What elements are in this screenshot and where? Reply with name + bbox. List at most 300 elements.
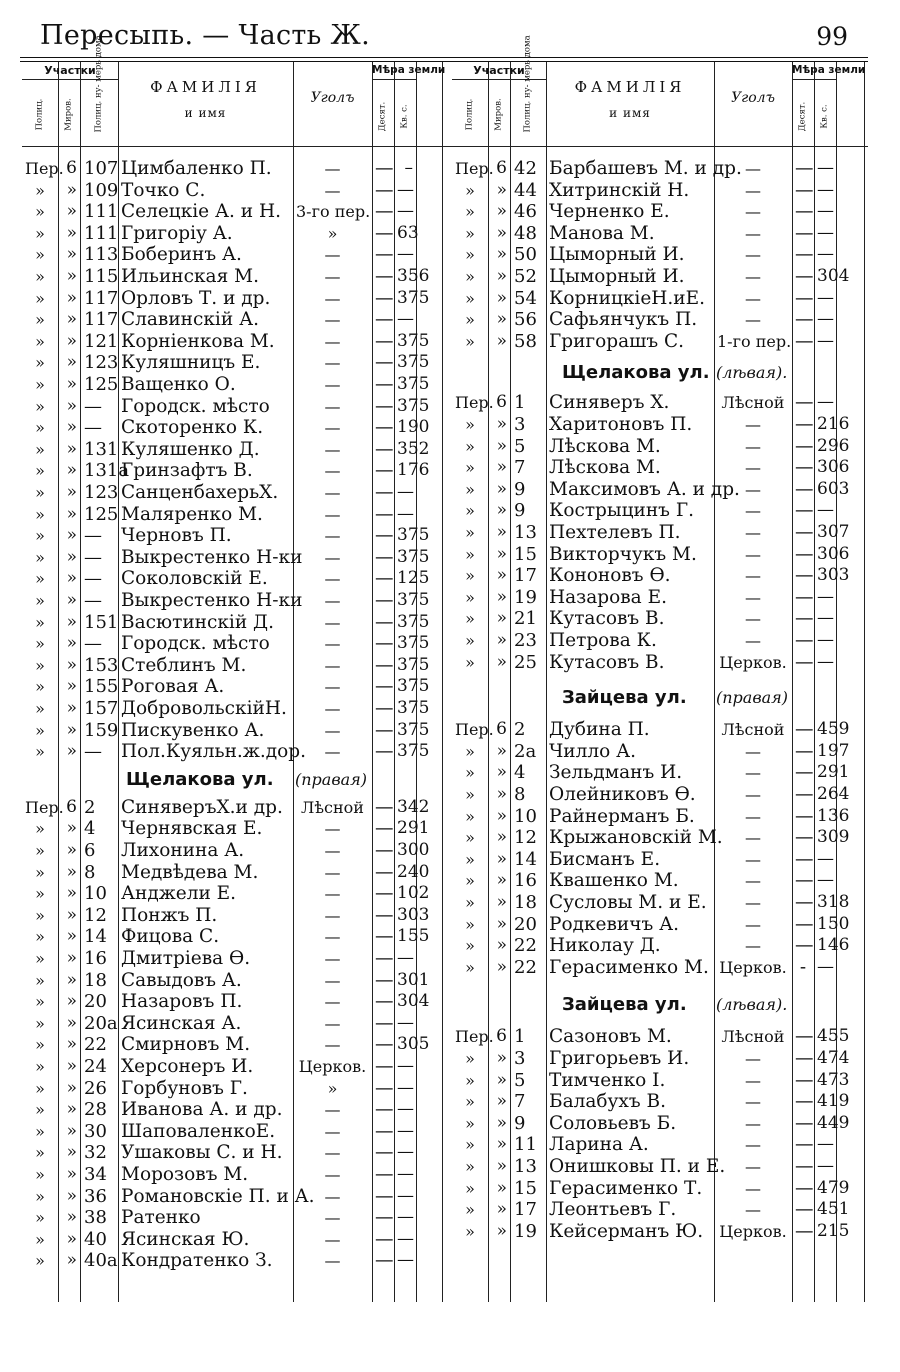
desyatina: — bbox=[795, 630, 814, 651]
surname-name: Лѣскова М. bbox=[549, 457, 661, 479]
corner: — bbox=[324, 245, 341, 265]
desyatina: — bbox=[795, 1091, 814, 1113]
magistrate-district: » bbox=[496, 500, 507, 521]
table-row bbox=[22, 1164, 452, 1186]
street-side: (правая) bbox=[716, 688, 789, 708]
desyatina: — bbox=[795, 1069, 814, 1091]
desyatina: — bbox=[375, 698, 394, 719]
corner: — bbox=[745, 806, 761, 826]
police-district: » bbox=[35, 655, 45, 675]
sq-sazhen: 296 bbox=[817, 435, 850, 456]
sq-sazhen: 215 bbox=[817, 1220, 850, 1241]
corner: » bbox=[327, 223, 338, 243]
sq-sazhen: 318 bbox=[817, 892, 850, 912]
corner: — bbox=[324, 612, 341, 632]
desyatina: — bbox=[795, 543, 814, 565]
table-row bbox=[452, 1048, 868, 1070]
police-district: » bbox=[35, 526, 45, 546]
magistrate-district: » bbox=[66, 818, 77, 839]
sq-sazhen: 240 bbox=[397, 861, 430, 882]
surname-name: Назаровъ П. bbox=[121, 991, 243, 1013]
surname-name: Барбашевъ М. и др. bbox=[549, 158, 742, 179]
magistrate-district: » bbox=[66, 1077, 77, 1098]
police-district: » bbox=[465, 310, 475, 330]
police-district: » bbox=[465, 566, 475, 586]
sq-sazhen: 603 bbox=[817, 478, 850, 499]
surname-name: Герасименко М. bbox=[549, 956, 709, 978]
house-number: 155 bbox=[84, 676, 119, 698]
magistrate-district: » bbox=[496, 1220, 507, 1241]
police-district: » bbox=[465, 1113, 475, 1133]
police-district: » bbox=[35, 267, 45, 286]
desyatina: — bbox=[375, 1099, 394, 1121]
corner: — bbox=[745, 1135, 761, 1155]
surname-name: Цыморный И. bbox=[549, 244, 685, 266]
corner: — bbox=[324, 483, 341, 502]
corner: — bbox=[324, 1121, 341, 1141]
house-number: 111 bbox=[84, 222, 119, 244]
magistrate-district: » bbox=[66, 438, 77, 459]
surname-name: Черненко Е. bbox=[549, 201, 670, 223]
table-row bbox=[452, 892, 868, 914]
corner: — bbox=[324, 353, 341, 373]
desyatina: — bbox=[795, 762, 814, 784]
sq-sazhen: 197 bbox=[817, 740, 850, 761]
magistrate-district: » bbox=[496, 201, 507, 222]
page-header bbox=[40, 20, 848, 54]
sq-sazhen: 375 bbox=[397, 676, 430, 697]
magistrate-district: » bbox=[66, 969, 77, 990]
magistrate-district: » bbox=[496, 1156, 507, 1176]
desyatina: — bbox=[375, 741, 394, 763]
sq-sazhen: — bbox=[817, 848, 834, 869]
table-row bbox=[22, 1013, 452, 1035]
sq-sazhen: 356 bbox=[397, 266, 430, 286]
sq-sazhen: 307 bbox=[817, 522, 850, 542]
police-district: » bbox=[35, 1121, 45, 1141]
police-district: » bbox=[465, 587, 475, 607]
police-district: » bbox=[35, 1251, 45, 1271]
table-row bbox=[452, 1113, 868, 1135]
street-heading bbox=[452, 358, 868, 388]
corner: Церков. bbox=[719, 652, 787, 672]
house-number: 10 bbox=[514, 805, 537, 827]
desyatina: — bbox=[795, 1048, 814, 1069]
desyatina: — bbox=[375, 374, 394, 395]
police-district: » bbox=[35, 331, 45, 351]
corner: — bbox=[324, 927, 341, 947]
header-mera-zemli: Мѣра земли bbox=[792, 64, 866, 76]
sq-sazhen: — bbox=[817, 870, 834, 891]
corner: — bbox=[745, 310, 761, 330]
police-district: » bbox=[35, 591, 45, 610]
surname-name: Кострыцинъ Г. bbox=[549, 500, 694, 522]
header-desyat: Десят. bbox=[797, 101, 808, 132]
street-name: Щелакова ул. bbox=[126, 768, 274, 790]
corner: — bbox=[324, 1143, 341, 1163]
sq-sazhen: — bbox=[397, 179, 414, 200]
corner: — bbox=[324, 267, 341, 286]
table-row bbox=[452, 414, 868, 436]
sq-sazhen: — bbox=[397, 309, 414, 330]
table-row bbox=[22, 547, 452, 569]
police-district: » bbox=[35, 483, 45, 502]
header-desyat: Десят. bbox=[377, 101, 388, 132]
sq-sazhen: — bbox=[817, 1156, 834, 1176]
corner: Лѣсной bbox=[721, 720, 785, 740]
surname-name: Лихонина А. bbox=[121, 840, 245, 861]
desyatina: — bbox=[795, 457, 814, 479]
desyatina: — bbox=[795, 805, 814, 827]
house-number: 20 bbox=[84, 991, 107, 1013]
magistrate-district: » bbox=[66, 352, 77, 373]
police-district: » bbox=[35, 992, 45, 1012]
house-number: 30 bbox=[84, 1120, 107, 1142]
corner: — bbox=[745, 245, 761, 265]
house-number: — bbox=[84, 395, 102, 417]
sq-sazhen: 102 bbox=[397, 883, 430, 904]
corner: Церков. bbox=[719, 1221, 787, 1241]
table-row bbox=[22, 1034, 452, 1056]
house-number: 22 bbox=[514, 935, 537, 957]
magistrate-district: » bbox=[66, 1099, 77, 1120]
street-heading bbox=[22, 765, 452, 795]
house-number: — bbox=[84, 590, 102, 611]
surname-name: Корніенкова М. bbox=[121, 330, 275, 352]
table-row bbox=[22, 374, 452, 396]
police-district: » bbox=[35, 949, 45, 968]
corner: — bbox=[745, 436, 761, 456]
table-row bbox=[22, 568, 452, 590]
sq-sazhen: 375 bbox=[397, 525, 430, 546]
table-row bbox=[452, 1178, 868, 1200]
desyatina: — bbox=[375, 654, 394, 676]
table-row bbox=[452, 331, 868, 353]
corner: — bbox=[745, 267, 761, 286]
desyatina: — bbox=[375, 1207, 394, 1229]
surname-name: Херсонеръ И. bbox=[121, 1056, 254, 1077]
police-district: » bbox=[465, 785, 475, 804]
table-row bbox=[22, 818, 452, 840]
sq-sazhen: — bbox=[397, 948, 414, 968]
sq-sazhen: — bbox=[817, 392, 834, 413]
magistrate-district: » bbox=[66, 546, 77, 567]
surname-name: Роговая А. bbox=[121, 676, 225, 698]
police-district: » bbox=[465, 223, 475, 243]
desyatina: — bbox=[375, 266, 394, 287]
table-row bbox=[452, 741, 868, 763]
sq-sazhen: — bbox=[397, 1207, 414, 1228]
police-district: » bbox=[35, 841, 45, 860]
table-row bbox=[22, 926, 452, 948]
desyatina: — bbox=[375, 991, 394, 1013]
header-uchastki: Участки bbox=[44, 64, 96, 77]
corner: — bbox=[745, 849, 761, 869]
desyatina: — bbox=[795, 500, 814, 522]
corner: — bbox=[324, 1100, 341, 1120]
desyatina: — bbox=[795, 478, 814, 500]
corner: — bbox=[745, 523, 761, 542]
house-number: 36 bbox=[84, 1185, 107, 1207]
desyatina: — bbox=[375, 1142, 394, 1164]
magistrate-district: » bbox=[66, 840, 77, 860]
surname-name: Николау Д. bbox=[549, 935, 661, 957]
house-number: 50 bbox=[514, 244, 537, 266]
desyatina: — bbox=[795, 1199, 814, 1221]
sq-sazhen: 342 bbox=[397, 796, 430, 817]
sq-sazhen: 63 bbox=[397, 222, 419, 243]
table-row bbox=[22, 948, 452, 970]
police-district: » bbox=[465, 609, 475, 629]
police-district: » bbox=[35, 742, 45, 762]
corner: Лѣсной bbox=[301, 797, 364, 817]
desyatina: — bbox=[375, 676, 394, 698]
sq-sazhen: 375 bbox=[397, 633, 430, 654]
corner: — bbox=[745, 1049, 761, 1068]
corner: — bbox=[745, 458, 761, 478]
magistrate-district: » bbox=[496, 586, 507, 607]
police-district: Пер. bbox=[455, 720, 494, 740]
police-district: » bbox=[465, 763, 475, 783]
surname-name: Иванова А. и др. bbox=[121, 1099, 283, 1121]
magistrate-district: » bbox=[496, 1199, 507, 1220]
street-side: (лѣвая). bbox=[716, 363, 788, 383]
corner: — bbox=[745, 1070, 761, 1090]
house-number: 8 bbox=[514, 784, 526, 805]
house-number: 131 bbox=[84, 438, 119, 460]
surname-name: Ясинская Ю. bbox=[121, 1228, 250, 1250]
police-district: » bbox=[465, 245, 475, 265]
corner: — bbox=[324, 159, 341, 178]
table-row bbox=[452, 223, 868, 245]
street-heading bbox=[452, 990, 868, 1020]
desyatina: — bbox=[795, 330, 814, 352]
police-district: » bbox=[465, 631, 475, 650]
house-number: 9 bbox=[514, 500, 526, 522]
corner: — bbox=[324, 461, 341, 481]
corner: — bbox=[324, 634, 341, 654]
desyatina: — bbox=[795, 608, 814, 630]
desyatina: — bbox=[795, 222, 814, 244]
desyatina: — bbox=[375, 818, 394, 840]
magistrate-district: » bbox=[496, 414, 507, 434]
house-number: 20а bbox=[84, 1012, 118, 1034]
header-subline bbox=[792, 79, 836, 80]
table-row bbox=[22, 1229, 452, 1251]
house-number: 2а bbox=[514, 740, 537, 762]
police-district: » bbox=[465, 202, 475, 222]
corner: — bbox=[324, 375, 341, 394]
corner: — bbox=[745, 785, 761, 804]
sq-sazhen: – bbox=[404, 158, 413, 178]
desyatina: — bbox=[375, 309, 394, 331]
sq-sazhen: — bbox=[817, 179, 834, 200]
surname-name: Куляшенко Д. bbox=[121, 438, 260, 460]
magistrate-district: » bbox=[496, 457, 507, 478]
desyatina: — bbox=[375, 482, 394, 503]
sq-sazhen: — bbox=[397, 1185, 414, 1206]
desyatina: — bbox=[795, 392, 814, 414]
surname-name: Сазоновъ М. bbox=[549, 1026, 672, 1048]
magistrate-district: » bbox=[496, 740, 507, 761]
header-mirov: Миров. bbox=[63, 98, 74, 131]
desyatina: — bbox=[375, 1034, 394, 1056]
table-row bbox=[452, 1070, 868, 1092]
header-imya: и имя bbox=[609, 106, 651, 120]
magistrate-district: » bbox=[66, 395, 77, 416]
surname-name: Зельдманъ И. bbox=[549, 762, 683, 784]
desyatina: — bbox=[375, 438, 394, 460]
police-district: Пер. bbox=[25, 797, 64, 817]
sq-sazhen: — bbox=[397, 1250, 414, 1271]
surname-name: Фицова С. bbox=[121, 926, 220, 948]
surname-name: ДобровольскійН. bbox=[121, 698, 287, 719]
table-row bbox=[452, 935, 868, 957]
police-district: » bbox=[35, 1143, 45, 1163]
house-number: 46 bbox=[514, 201, 537, 223]
corner: — bbox=[324, 862, 341, 882]
desyatina: — bbox=[795, 935, 814, 957]
desyatina: — bbox=[375, 1120, 394, 1142]
table-row bbox=[22, 158, 452, 180]
police-district: » bbox=[465, 180, 475, 200]
table-row bbox=[22, 525, 452, 547]
table-row bbox=[452, 957, 868, 979]
magistrate-district: » bbox=[66, 503, 77, 524]
corner: Церков. bbox=[298, 1057, 367, 1076]
surname-name: Онишковы П. и Е. bbox=[549, 1156, 726, 1177]
magistrate-district: » bbox=[66, 1034, 77, 1055]
surname-name: Дубина П. bbox=[549, 719, 650, 741]
desyatina: — bbox=[795, 158, 814, 179]
surname-name: Кондратенко З. bbox=[121, 1250, 273, 1272]
house-number: 16 bbox=[514, 870, 537, 892]
surname-name: Васютинскій Д. bbox=[121, 611, 274, 633]
table-row bbox=[452, 1134, 868, 1156]
sq-sazhen: 216 bbox=[817, 414, 850, 434]
police-district: » bbox=[35, 927, 45, 947]
table-row bbox=[22, 482, 452, 504]
police-district: » bbox=[35, 245, 45, 265]
sq-sazhen: — bbox=[397, 503, 414, 524]
police-district: » bbox=[465, 871, 475, 891]
magistrate-district: » bbox=[66, 222, 77, 243]
desyatina: — bbox=[375, 244, 394, 266]
sq-sazhen: 375 bbox=[397, 741, 430, 762]
corner: 1-го пер. bbox=[717, 331, 792, 351]
sq-sazhen: 419 bbox=[817, 1091, 850, 1112]
surname-name: Черновъ П. bbox=[121, 525, 232, 547]
police-district: Пер. bbox=[25, 159, 64, 178]
corner: — bbox=[745, 159, 761, 178]
surname-name: Городск. мѣсто bbox=[121, 395, 270, 417]
desyatina: — bbox=[375, 417, 394, 439]
corner: — bbox=[745, 479, 761, 499]
surname-name: Крыжановскій М. bbox=[549, 827, 723, 849]
corner: — bbox=[745, 1157, 761, 1176]
desyatina: — bbox=[375, 590, 394, 611]
police-district: » bbox=[465, 479, 475, 499]
surname-name: Леонтьевъ Г. bbox=[549, 1199, 677, 1221]
desyatina: — bbox=[795, 719, 814, 741]
police-district: » bbox=[465, 652, 475, 672]
magistrate-district: » bbox=[66, 179, 77, 200]
table-row bbox=[22, 676, 452, 698]
sq-sazhen: 155 bbox=[397, 926, 430, 947]
house-number: 38 bbox=[84, 1207, 107, 1229]
magistrate-district: » bbox=[66, 926, 77, 947]
corner: — bbox=[324, 884, 341, 904]
surname-name: Горбуновъ Г. bbox=[121, 1077, 248, 1099]
table-row bbox=[22, 1078, 452, 1100]
surname-name: Цимбаленко П. bbox=[121, 158, 272, 179]
magistrate-district: » bbox=[66, 861, 77, 882]
table-row bbox=[452, 158, 868, 180]
police-district: » bbox=[35, 223, 45, 243]
corner: — bbox=[324, 742, 341, 762]
sq-sazhen: 176 bbox=[397, 460, 430, 481]
sq-sazhen: 375 bbox=[397, 590, 430, 610]
surname-name: Городск. мѣсто bbox=[121, 633, 270, 655]
sq-sazhen: — bbox=[817, 330, 834, 351]
surname-name: Цыморный И. bbox=[549, 266, 685, 287]
house-number: 1 bbox=[514, 1026, 526, 1048]
page-title: Пересыпь. — Часть Ж. bbox=[40, 20, 371, 51]
magistrate-district: » bbox=[496, 309, 507, 330]
table-row bbox=[22, 1121, 452, 1143]
police-district: » bbox=[35, 569, 45, 589]
corner: — bbox=[745, 501, 761, 521]
desyatina: — bbox=[795, 201, 814, 223]
surname-name: Точко С. bbox=[121, 179, 206, 201]
house-number: 113 bbox=[84, 244, 119, 266]
corner: — bbox=[745, 415, 761, 434]
magistrate-district: 6 bbox=[496, 1026, 507, 1047]
surname-name: Бисманъ Е. bbox=[549, 848, 661, 870]
house-number: 52 bbox=[514, 266, 537, 287]
surname-name: Квашенко М. bbox=[549, 870, 679, 892]
table-row bbox=[22, 352, 452, 374]
house-number: 13 bbox=[514, 1156, 537, 1177]
desyatina: — bbox=[795, 1156, 814, 1177]
sq-sazhen: — bbox=[397, 1012, 414, 1033]
magistrate-district: » bbox=[496, 179, 507, 200]
police-district: » bbox=[35, 1229, 45, 1249]
house-number: 2 bbox=[84, 796, 96, 818]
header-familia: ФАМИЛІЯ bbox=[150, 78, 261, 96]
table-row bbox=[22, 862, 452, 884]
desyatina: — bbox=[795, 1177, 814, 1199]
house-number: 34 bbox=[84, 1164, 107, 1185]
house-number: 16 bbox=[84, 948, 107, 969]
house-number: 107 bbox=[84, 158, 119, 179]
surname-name: Орловъ Т. и др. bbox=[121, 287, 271, 309]
sq-sazhen: 375 bbox=[397, 330, 430, 351]
table-row bbox=[452, 201, 868, 223]
corner: — bbox=[745, 893, 761, 912]
sq-sazhen: 352 bbox=[397, 438, 430, 459]
surname-name: Скоторенко К. bbox=[121, 417, 264, 439]
magistrate-district: » bbox=[66, 1120, 77, 1141]
table-row bbox=[22, 460, 452, 482]
surname-name: Стеблинъ М. bbox=[121, 654, 247, 676]
house-number: — bbox=[84, 568, 102, 590]
house-number: 32 bbox=[84, 1142, 107, 1164]
sq-sazhen: 479 bbox=[817, 1177, 850, 1198]
surname-name: Маляренко М. bbox=[121, 503, 263, 525]
house-number: 131а bbox=[84, 460, 130, 482]
corner: — bbox=[324, 655, 341, 675]
